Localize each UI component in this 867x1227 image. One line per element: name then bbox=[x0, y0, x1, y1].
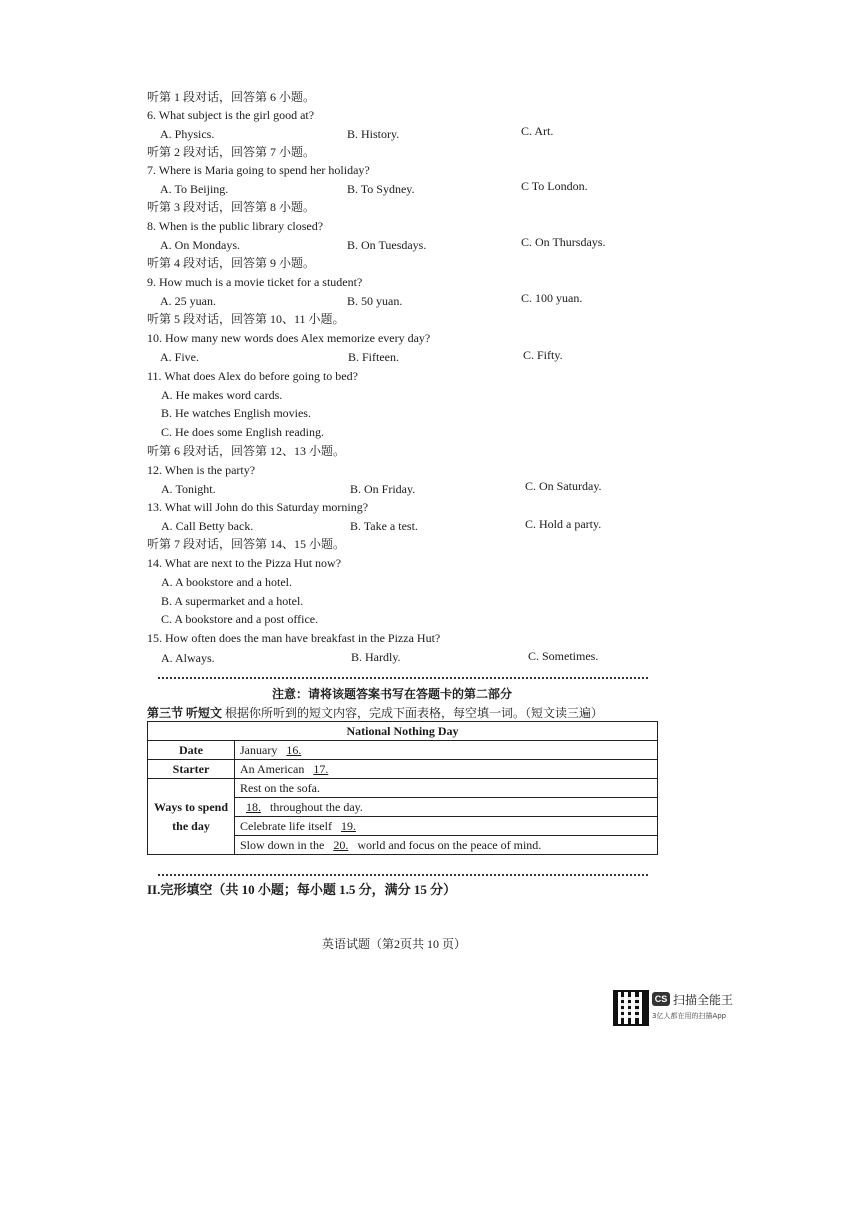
starter-label: Starter bbox=[148, 760, 235, 779]
table-title: National Nothing Day bbox=[148, 722, 658, 741]
q14-option-b: B. A supermarket and a hotel. bbox=[161, 594, 304, 608]
blank-19: 19. bbox=[340, 818, 356, 833]
nothing-day-table bbox=[147, 721, 658, 855]
question-14: 14. What are next to the Pizza Hut now? bbox=[147, 556, 342, 570]
q7-option-c: C To London. bbox=[521, 179, 588, 193]
section-heading-7: 听第 7 段对话，回答第 14、15 小题。 bbox=[147, 537, 346, 551]
section-heading-5: 听第 5 段对话，回答第 10、11 小题。 bbox=[147, 312, 345, 326]
section3-heading bbox=[147, 705, 603, 721]
question-10: 10. How many new words does Alex memorize every day? bbox=[147, 331, 431, 345]
section-heading-1: 听第 1 段对话，回答第 6 小题。 bbox=[147, 90, 316, 104]
way-4 bbox=[235, 836, 658, 855]
question-12: 12. When is the party? bbox=[147, 463, 256, 477]
way-2-suffix: throughout the day. bbox=[270, 799, 363, 814]
date-label: Date bbox=[148, 741, 235, 760]
q13-option-c: C. Hold a party. bbox=[525, 517, 602, 531]
section-heading-3: 听第 3 段对话，回答第 8 小题。 bbox=[147, 200, 316, 214]
q14-option-c: C. A bookstore and a post office. bbox=[161, 612, 319, 626]
q11-option-c: C. He does some English reading. bbox=[161, 425, 324, 439]
question-11: 11. What does Alex do before going to bed? bbox=[147, 369, 358, 383]
starter-prefix: An American bbox=[240, 761, 305, 776]
page-footer: 英语试题（第2页共 10 页） bbox=[322, 937, 467, 951]
ways-label: Ways to spend the day bbox=[148, 779, 235, 855]
way-4-prefix: Slow down in the bbox=[240, 837, 325, 852]
q8-option-c: C. On Thursdays. bbox=[521, 235, 606, 249]
q9-option-c: C. 100 yuan. bbox=[521, 291, 583, 305]
blank-18: 18. bbox=[246, 799, 261, 814]
q9-option-a: A. 25 yuan. bbox=[160, 294, 216, 308]
camscanner-logo: CS bbox=[652, 992, 670, 1006]
blank-16: 16. bbox=[286, 742, 302, 757]
question-13: 13. What will John do this Saturday morning? bbox=[147, 500, 369, 514]
q15-option-c: C. Sometimes. bbox=[528, 649, 599, 663]
camscanner-tagline: 3亿人都在用的扫描App bbox=[652, 1012, 727, 1020]
way-2 bbox=[235, 798, 658, 817]
q6-option-b: B. History. bbox=[347, 127, 400, 141]
q11-option-a: A. He makes word cards. bbox=[161, 388, 283, 402]
way-1: Rest on the sofa. bbox=[235, 779, 658, 798]
question-15: 15. How often does the man have breakfast in the Pizza Hut? bbox=[147, 631, 441, 645]
section-heading-4: 听第 4 段对话，回答第 9 小题。 bbox=[147, 256, 316, 270]
qr-code-icon bbox=[613, 990, 649, 1026]
q6-option-a: A. Physics. bbox=[160, 127, 215, 141]
way-4-suffix: world and focus on the peace of mind. bbox=[357, 837, 542, 852]
q15-option-a: A. Always. bbox=[161, 651, 215, 665]
q14-option-a: A. A bookstore and a hotel. bbox=[161, 575, 292, 589]
blank-17: 17. bbox=[313, 761, 329, 776]
way-3 bbox=[235, 817, 658, 836]
q6-option-c: C. Art. bbox=[521, 124, 554, 138]
q7-option-b: B. To Sydney. bbox=[347, 182, 415, 196]
q13-option-b: B. Take a test. bbox=[350, 519, 418, 533]
answer-notice: 注意：请将该题答案书写在答题卡的第二部分 bbox=[272, 687, 513, 701]
part2-heading: II.完形填空（共 10 小题；每小题 1.5 分，满分 15 分） bbox=[147, 882, 457, 897]
q10-option-a: A. Five. bbox=[160, 350, 199, 364]
date-prefix: January bbox=[240, 742, 278, 757]
q15-option-b: B. Hardly. bbox=[351, 650, 401, 664]
starter-cell bbox=[235, 760, 658, 779]
section-heading-6: 听第 6 段对话，回答第 12、13 小题。 bbox=[147, 444, 346, 458]
q12-option-c: C. On Saturday. bbox=[525, 479, 602, 493]
question-9: 9. How much is a movie ticket for a student? bbox=[147, 275, 363, 289]
q8-option-a: A. On Mondays. bbox=[160, 238, 240, 252]
blank-20: 20. bbox=[333, 837, 349, 852]
q9-option-b: B. 50 yuan. bbox=[347, 294, 403, 308]
q10-option-b: B. Fifteen. bbox=[348, 350, 399, 364]
q12-option-a: A. Tonight. bbox=[161, 482, 216, 496]
date-cell bbox=[235, 741, 658, 760]
section3-instruction: 根据你所听到的短文内容，完成下面表格，每空填一词。（短文读三遍） bbox=[225, 706, 604, 720]
q13-option-a: A. Call Betty back. bbox=[161, 519, 254, 533]
q12-option-b: B. On Friday. bbox=[350, 482, 416, 496]
question-8: 8. When is the public library closed? bbox=[147, 219, 324, 233]
question-7: 7. Where is Maria going to spend her holiday? bbox=[147, 163, 370, 177]
q8-option-b: B. On Tuesdays. bbox=[347, 238, 427, 252]
way-3-prefix: Celebrate life itself bbox=[240, 818, 332, 833]
section3-label: 第三节 听短文 bbox=[147, 706, 223, 720]
section-heading-2: 听第 2 段对话，回答第 7 小题。 bbox=[147, 145, 316, 159]
q11-option-b: B. He watches English movies. bbox=[161, 406, 311, 420]
q7-option-a: A. To Beijing. bbox=[160, 182, 229, 196]
q10-option-c: C. Fifty. bbox=[523, 348, 563, 362]
dotted-divider-top bbox=[158, 677, 648, 679]
camscanner-name: 扫描全能王 bbox=[673, 993, 734, 1007]
question-6: 6. What subject is the girl good at? bbox=[147, 108, 315, 122]
dotted-divider-bottom bbox=[158, 874, 648, 876]
